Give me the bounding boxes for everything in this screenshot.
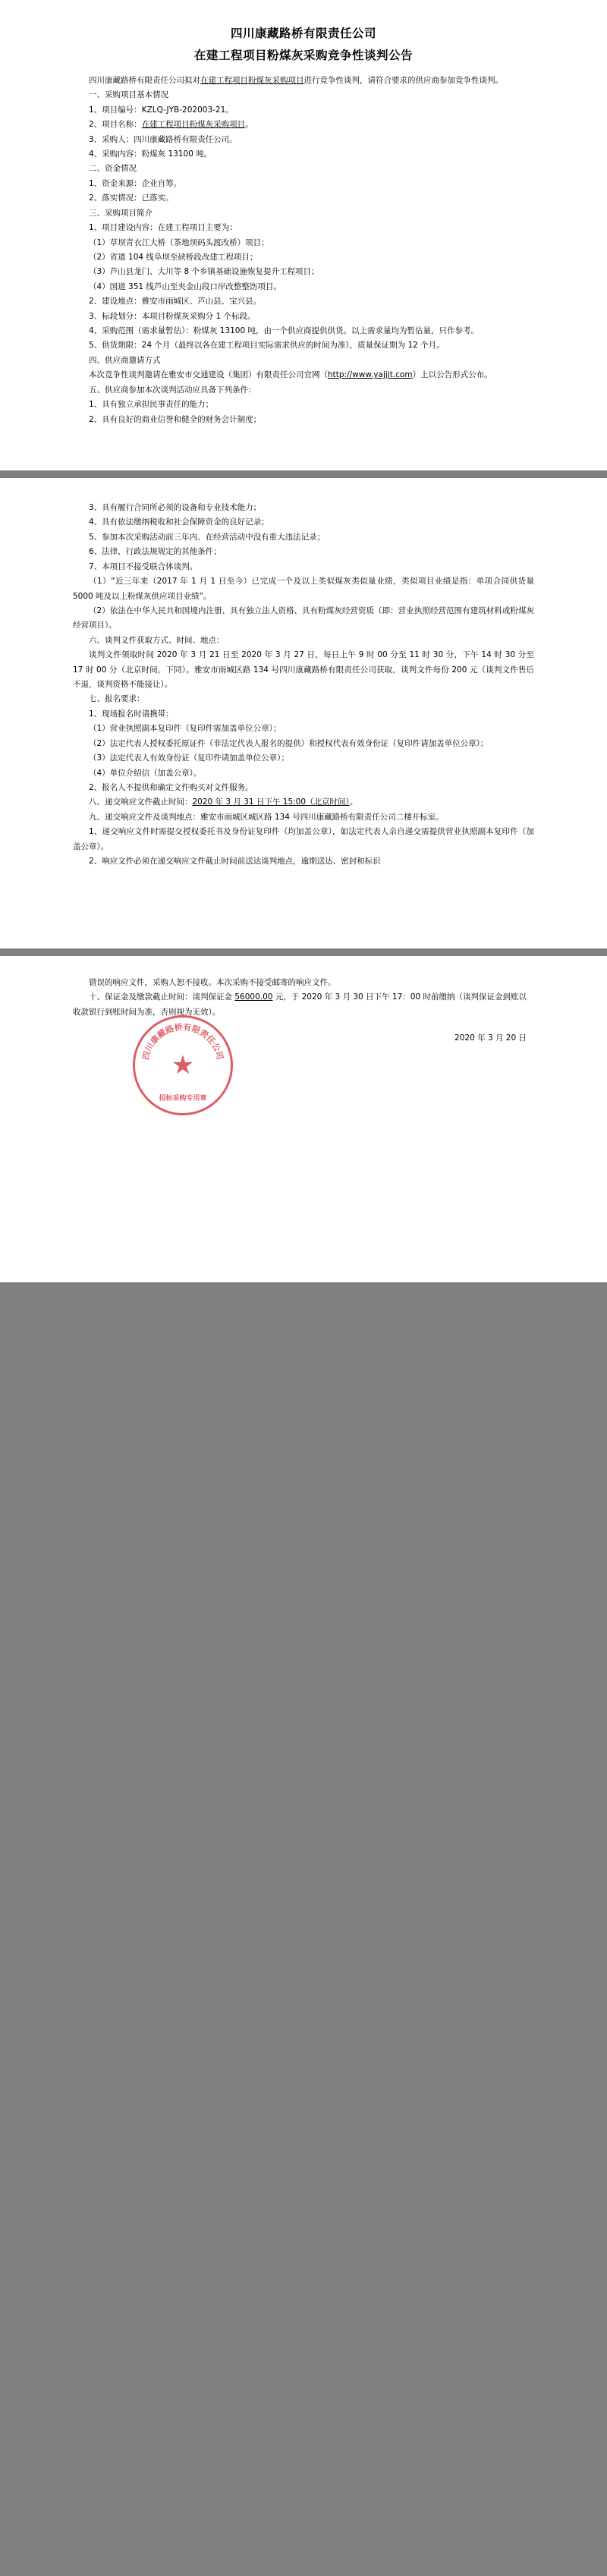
page-bottom-area — [0, 1282, 607, 2390]
section-6-item-1: 谈判文件领取时间 2020 年 3 月 21 日至 2020 年 3 月 27 日，每日上午 9 时 00 分至 11 时 30 分，下午 14 时 30 分至 17 时 00 分（北京时间，下同）。雅安市雨城区路 134 号四川康藏路桥有限责任公司获取，谈判文件每份 200 元（谈判文件售后不退，谈判资格不能接让）。 — [73, 650, 534, 690]
section-9-item-2-cont: 错误的响应文件，采购人恕不接收。本次采购不接受邮寄的响应文件。 — [89, 978, 336, 987]
intro-paragraph: 四川康藏路桥有限责任公司拟对在建工程项目粉煤灰采购项目进行竞争性谈判，请符合要求的供应商参加竞争性谈判。 — [89, 75, 503, 85]
section-1-item-1: 1、项目编号：KZLQ-JYB-202003-21。 — [89, 105, 234, 115]
section-7-item-6: 2、报名人不提供和确定文件购买对文件服务。 — [89, 783, 253, 793]
section-3-item-1: 1、项目建设内容：在建工程项目主要为： — [89, 223, 237, 233]
section-5-item-1: 1、具有独立承担民事责任的能力； — [89, 400, 214, 410]
section-9-heading: 九、递交响应文件及谈判地点：雅安市雨城区城区路 134 号四川康藏路桥有限责任公司二楼开标室。 — [89, 812, 444, 822]
page-separator-2 — [0, 948, 607, 956]
section-5-item-6: 6、法律、行政法规规定的其他条件； — [89, 547, 222, 557]
section-4-item-1: 本次竞争性谈判邀请在雅安市交通建设（集团）有限责任公司官网（http://www.yajjjt.com）上以公告形式公布。 — [89, 370, 492, 380]
section-5-item-9: （2）依法在中华人民共和国境内注册、具有独立法人资格、具有粉煤灰经营资质（即：营业执照经营范围有建筑材料或粉煤灰经营项目）。 — [73, 605, 534, 631]
section-3-item-4: （3）芦山县龙门、大川等 8 个乡镇基础设施恢复提升工程项目； — [89, 267, 319, 277]
document-date: 2020 年 3 月 20 日 — [454, 1033, 527, 1043]
seal-company-text: 四川康藏路桥有限责任公司 — [140, 1022, 225, 1062]
section-2-item-2: 2、落实情况：已落实。 — [89, 193, 174, 203]
page-separator-1 — [0, 470, 607, 478]
section-7-item-3: （2）法定代表人授权委托原证件（非法定代表人报名的提供）和授权代表有效身份证（复印件请加盖单位公章）； — [89, 738, 489, 748]
section-7-item-5: （4）单位介绍信（加盖公章）。 — [89, 768, 202, 778]
page-title-line2: 在建工程项目粉煤灰采购竞争性谈判公告 — [193, 49, 413, 63]
section-heading-3: 三、采购项目简介 — [89, 208, 153, 218]
section-5-item-2: 2、具有良好的商业信誉和健全的财务会计制度； — [89, 414, 262, 424]
page-title-line1: 四川康藏路桥有限责任公司 — [230, 27, 376, 40]
section-heading-6: 六、谈判文件获取方式、时间、地点： — [89, 635, 225, 645]
official-seal-stamp — [133, 1015, 233, 1115]
section-1-item-3: 3、采购人：四川康藏路桥有限责任公司。 — [89, 134, 237, 144]
section-heading-2: 二、资金情况 — [89, 164, 137, 174]
section-heading-8: 八、递交响应文件截止时间：2020 年 3 月 31 日下午 15:00（北京时间）。 — [89, 797, 358, 807]
section-3-item-8: 4、采购范围（需求量暂估）：粉煤灰 13100 吨，由一个供应商提供供货。以上需求量均为暂估量，只作参考。 — [89, 326, 480, 336]
section-heading-5: 五、供应商参加本次谈判活动应具备下列条件： — [89, 385, 256, 395]
section-heading-10: 十、保证金及缴款截止时间：谈判保证金 56000.00 元，于 2020 年 3 月 30 日下午 17：00 时前缴纳（谈判保证金到账以收款银行到账时间为准，否则视为无效）。 — [73, 992, 527, 1017]
section-9-item-1: 1、递交响应文件时需提交授权委托书及身份证复印件（均加盖公章），如法定代表人亲自递交需提供营业执照副本复印件（加盖公章）。 — [73, 827, 534, 851]
seal-bottom-text: 招标采购专用章 — [159, 1095, 207, 1102]
section-3-item-3: （2）省道 104 线阜坝至硖桥段改建工程项目； — [89, 252, 258, 262]
section-1-item-4: 4、采购内容：粉煤灰 13100 吨。 — [89, 149, 212, 159]
document-page-3 — [0, 956, 607, 1282]
section-7-item-2: （1）营业执照副本复印件（复印件需加盖单位公章）； — [89, 724, 281, 734]
section-9-item-2: 2、响应文件必须在递交响应文件截止时间前送达谈判地点，逾期送达、密封和标识 — [89, 857, 381, 867]
section-7-item-1: 1、现场报名时请携带： — [89, 709, 174, 719]
section-3-item-2: （1）草坝青衣江大桥（茶地坝码头渡改桥）项目； — [89, 237, 269, 247]
section-5-item-4: 4、具有依法缴纳税收和社会保障资金的良好记录； — [89, 517, 269, 527]
section-5-item-8: （1）“近三年来（2017 年 1 月 1 日至今）已完成一个及以上类似煤灰类似量业绩，类似项目业绩是指：单项合同供货量 5000 吨及以上粉煤灰供应项目业绩”。 — [73, 577, 534, 601]
section-5-item-5: 5、参加本次采购活动前三年内、在经营活动中没有重大违法记录； — [89, 532, 326, 542]
section-3-item-7: 3、标段划分：本项目粉煤灰采购分 1 个标段。 — [89, 311, 256, 321]
section-heading-4: 四、供应商邀请方式 — [89, 355, 161, 365]
section-heading-7: 七、报名要求： — [89, 694, 145, 704]
section-heading-1: 一、采购项目基本情况 — [89, 90, 168, 100]
section-3-item-6: 2、建设地点：雅安市雨城区、芦山县、宝兴县。 — [89, 297, 262, 307]
document-page-1 — [0, 0, 607, 470]
section-5-item-3: 3、具有履行合同所必须的设备和专业技术能力； — [89, 503, 262, 512]
section-5-item-7: 7、本项目不接受联合体谈判。 — [89, 561, 198, 571]
document-page-2 — [0, 478, 607, 948]
section-1-item-2: 2、项目名称：在建工程项目粉煤灰采购项目。 — [89, 120, 253, 130]
section-3-item-9: 5、供货期限：24 个月（最终以各在建工程项目实际需求供应的时间为准），质量保证期为 12 个月。 — [89, 341, 445, 351]
seal-star-icon: ★ — [171, 1050, 195, 1080]
section-2-item-1: 1、资金来源：企业自筹。 — [89, 178, 182, 188]
section-7-item-4: （3）法定代表人有效身份证（复印件请加盖单位公章）； — [89, 753, 289, 763]
section-3-item-5: （4）国道 351 线芦山至夹金山段口岸改整整饬项目。 — [89, 282, 281, 291]
